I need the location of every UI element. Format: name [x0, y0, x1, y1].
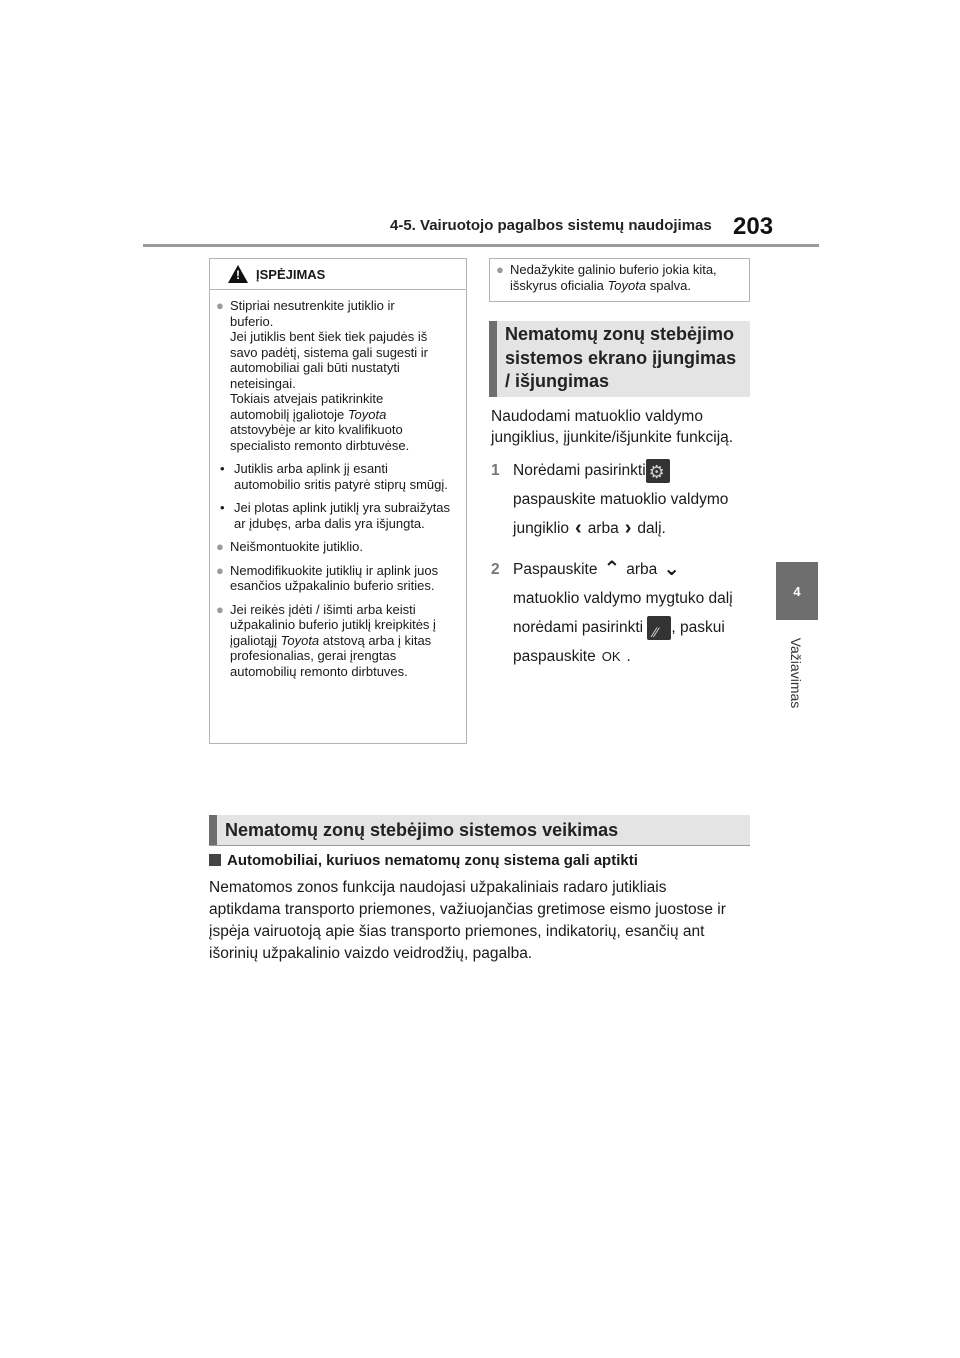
- body-line: įspėja vairuotoją apie šias transporto priemones, indikatorių, esančių ant: [209, 923, 705, 940]
- warning-subitem: [220, 461, 456, 492]
- warning-line: Tokiais atvejais patikrinkite: [230, 391, 384, 406]
- step-number: 1: [491, 462, 500, 479]
- section-heading: Nematomų zonų stebėjimo sistemos ekrano įjungimas / išjungimas: [489, 321, 750, 397]
- warning-line: automobilį įgaliotoje Toyota: [230, 406, 387, 422]
- step-text: Norėdami pasirinkti: [513, 462, 646, 479]
- step-text: dalį.: [637, 520, 666, 537]
- blind-spot-monitor-icon: [647, 616, 671, 640]
- warning-item: [216, 298, 456, 453]
- page-number: 203: [733, 213, 774, 240]
- body-paragraph: [209, 877, 754, 965]
- note-text: Nedažykite galinio buferio jokia kita, išskyrus oficialia Toyota spalva.: [510, 262, 717, 293]
- dot-icon: •: [220, 461, 225, 476]
- warning-triangle-icon: [228, 265, 248, 283]
- bullet-icon: ●: [216, 298, 224, 313]
- chapter-label-box: [779, 628, 813, 718]
- brand-name: Toyota: [607, 277, 647, 293]
- warning-subitem-text: Jutiklis arba aplink jį esanti automobilio sritis patyrė stiprų smūgį.: [234, 461, 448, 492]
- warning-item: [216, 563, 456, 594]
- intro-paragraph: Naudodami matuoklio valdymo jungiklius, įjunkite/išjunkite funkciją.: [491, 408, 734, 446]
- step-text: jungiklio: [513, 520, 570, 537]
- step-text: Paspauskite: [513, 561, 598, 578]
- warning-line: Jei jutiklis bent šiek tiek pajudės iš: [230, 329, 428, 344]
- warning-item-text: Jei reikės įdėti / išimti arba keisti užpakalinio buferio jutiklį kreipkitės į įgaliotąjį Toyota atstovą arba į kitas profesionalias, gerai įrengtas automobilių remonto dirbtuves.: [230, 601, 436, 679]
- bullet-icon: ●: [496, 262, 504, 277]
- note-box: [489, 258, 750, 302]
- brand-name: Toyota: [347, 406, 387, 422]
- square-bullet-icon: [209, 854, 221, 866]
- bullet-icon: ●: [216, 562, 224, 578]
- warning-line: specialisto remonto dirbtuvėse.: [230, 437, 410, 453]
- chevron-left-icon: ‹: [575, 517, 582, 540]
- ok-button-label: OK: [601, 649, 621, 665]
- warning-header: [210, 259, 466, 290]
- section-heading: Nematomų zonų stebėjimo sistemos veikimas: [209, 815, 750, 845]
- step-text: .: [626, 648, 631, 666]
- step-1: [491, 456, 761, 543]
- body-line: aptikdama transporto priemones, važiuojančias gretimose eismo juostose ir: [209, 901, 726, 918]
- section-rule: [209, 845, 750, 846]
- brand-name: Toyota: [280, 632, 320, 648]
- chapter-tab: [776, 562, 818, 620]
- warning-title: ĮSPĖJIMAS: [256, 266, 326, 282]
- warning-line: buferio.: [230, 313, 274, 329]
- body-line: Nematomos zonos funkcija naudojasi užpakaliniais radaro jutikliais: [209, 879, 667, 896]
- settings-icon: [646, 459, 670, 483]
- warning-subitem: [220, 500, 456, 531]
- warning-line: Stipriai nesutrenkite jutiklio ir: [230, 298, 395, 313]
- chapter-number: 4: [793, 583, 801, 599]
- step-text: arba: [587, 520, 619, 537]
- header-rule: [143, 244, 819, 247]
- step-text: arba: [626, 561, 658, 578]
- bullet-icon: ●: [216, 539, 224, 554]
- dot-icon: •: [220, 500, 225, 515]
- step-number: 2: [491, 561, 500, 578]
- step-text: norėdami pasirinkti: [513, 619, 644, 637]
- warning-line: savo padėtį, sistema gali sugesti ir: [230, 344, 428, 360]
- step-text: paspauskite: [513, 648, 596, 666]
- chevron-down-icon: ⌄: [663, 558, 681, 581]
- warning-item: [216, 539, 456, 555]
- subheading: Automobiliai, kuriuos nematomų zonų sistema gali aptikti: [209, 852, 638, 869]
- warning-item-text: Neišmontuokite jutiklio.: [230, 539, 363, 554]
- warning-line: neteisingai.: [230, 375, 296, 391]
- step-text: paspauskite matuoklio valdymo: [513, 491, 729, 508]
- warning-subitem-text: Jei plotas aplink jutiklį yra subraižytas ar įdubęs, arba dalis yra išjungta.: [234, 500, 451, 531]
- bullet-icon: ●: [216, 601, 224, 617]
- warning-item: [216, 602, 456, 680]
- step-text: matuoklio valdymo mygtuko dalį: [513, 590, 733, 608]
- step-2: [491, 555, 761, 671]
- section-title: 4-5. Vairuotojo pagalbos sistemų naudojimas: [390, 217, 712, 234]
- warning-item-text: Nemodifikuokite jutiklių ir aplink juos esančios užpakalinio buferio srities.: [230, 562, 439, 593]
- warning-box: [209, 258, 467, 744]
- warning-line: atstovybėje ar kito kvalifikuoto: [230, 422, 403, 437]
- step-text: , paskui: [671, 619, 725, 637]
- chevron-up-icon: ⌃: [603, 558, 621, 581]
- chevron-right-icon: ›: [624, 517, 632, 540]
- body-line: išorinių užpakalinio vaizdo veidrodžių, pagalba.: [209, 945, 533, 962]
- chapter-label: Važiavimas: [788, 637, 804, 709]
- warning-line: automobiliai gali būti nustatyti: [230, 360, 400, 375]
